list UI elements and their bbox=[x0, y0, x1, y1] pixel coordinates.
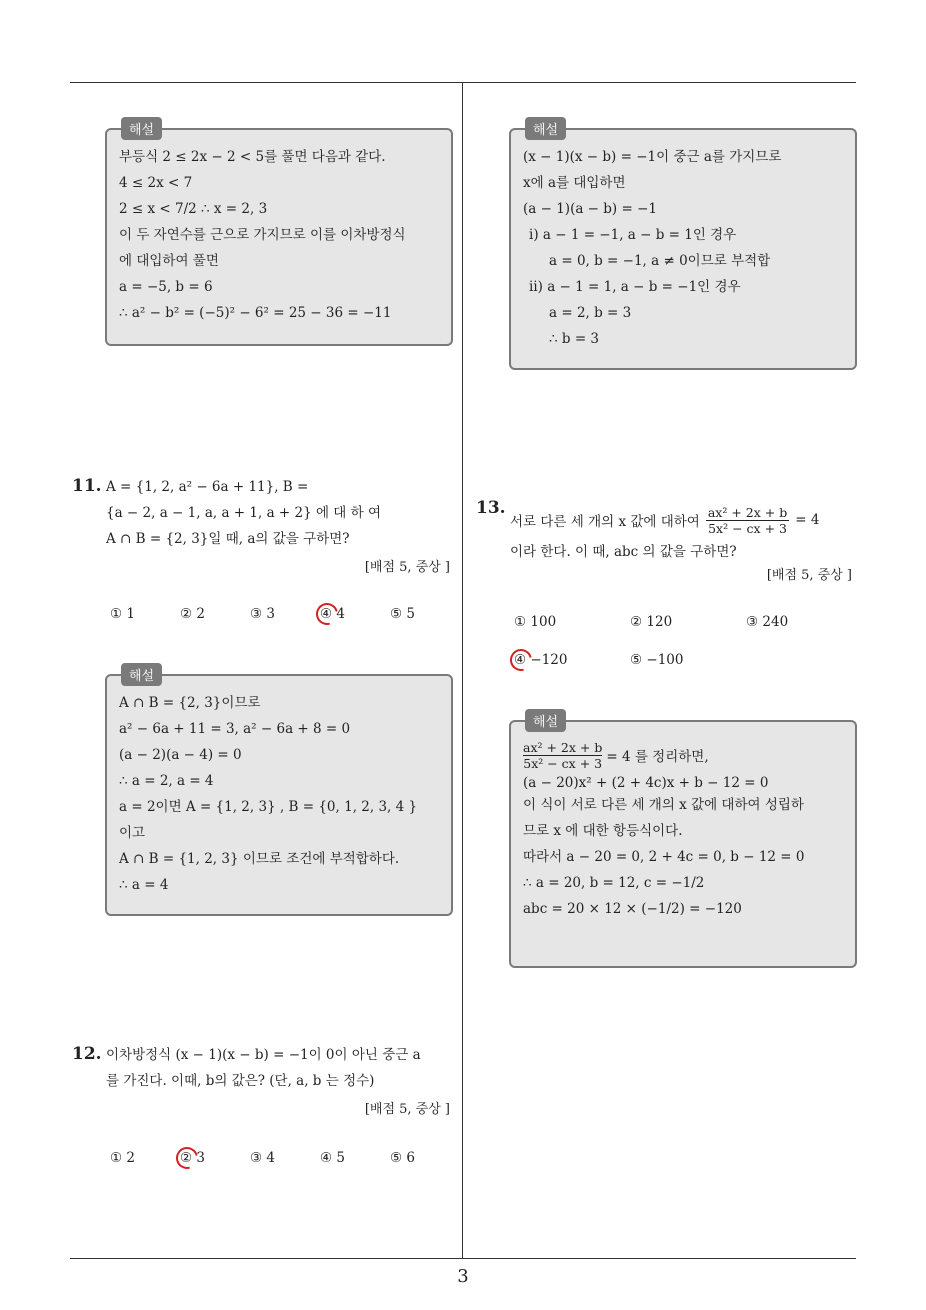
option-1[interactable]: ① 1 bbox=[110, 606, 135, 622]
solution-line: ∴ b = 3 bbox=[549, 331, 600, 347]
question-line: A = {1, 2, a² − 6a + 11}, B = bbox=[106, 479, 309, 495]
option-4[interactable]: ④ 5 bbox=[320, 1150, 345, 1166]
option-2[interactable]: ② 3 bbox=[180, 1150, 205, 1166]
question-line: 이라 한다. 이 때, abc 의 값을 구하면? bbox=[510, 544, 737, 560]
column-divider bbox=[462, 83, 463, 1258]
answer-circle-mark bbox=[312, 599, 342, 629]
solution-line: a = −5, b = 6 bbox=[119, 279, 213, 295]
solution-line: 이 두 자연수를 근으로 가지므로 이를 이차방정식 bbox=[119, 227, 406, 243]
solution-box-q11 bbox=[105, 669, 453, 916]
answer-circle-mark bbox=[172, 1143, 202, 1173]
solution-line: ∴ a² − b² = (−5)² − 6² = 25 − 36 = −11 bbox=[119, 305, 392, 321]
solution-line: A ∩ B = {1, 2, 3} 이므로 조건에 부적합하다. bbox=[119, 851, 400, 867]
question-line: 이차방정식 (x − 1)(x − b) = −1이 0이 아닌 중근 a bbox=[106, 1047, 421, 1063]
solution-line: 이고 bbox=[119, 825, 146, 841]
question-line: {a − 2, a − 1, a, a + 1, a + 2} 에 대 하 여 bbox=[106, 505, 382, 521]
solution-line: a = 2이면 A = {1, 2, 3} , B = {0, 1, 2, 3, 4 } bbox=[119, 799, 418, 815]
solution-line: (x − 1)(x − b) = −1이 중근 a를 가지므로 bbox=[523, 149, 782, 165]
answer-circle-mark bbox=[506, 645, 536, 675]
fraction-denominator: 5x² − cx + 3 bbox=[708, 520, 787, 536]
solution-line: ∴ a = 20, b = 12, c = −1/2 bbox=[523, 875, 705, 891]
solution-line: 2 ≤ x < 7/2 ∴ x = 2, 3 bbox=[119, 201, 268, 217]
solution-tag: 해설 bbox=[121, 663, 162, 686]
question-text-12 bbox=[106, 1042, 456, 1094]
option-2[interactable]: ② 2 bbox=[180, 606, 205, 622]
solution-line: (a − 2)(a − 4) = 0 bbox=[119, 747, 242, 763]
solution-line: a = 2, b = 3 bbox=[549, 305, 632, 321]
option-2[interactable]: ② 120 bbox=[630, 614, 673, 630]
solution-line: a² − 6a + 11 = 3, a² − 6a + 8 = 0 bbox=[119, 721, 351, 737]
solution-line: x에 a를 대입하면 bbox=[523, 175, 626, 191]
option-3[interactable]: ③ 3 bbox=[250, 606, 275, 622]
page-number: 3 bbox=[457, 1266, 469, 1287]
option-3[interactable]: ③ 4 bbox=[250, 1150, 275, 1166]
bottom-rule bbox=[70, 1258, 856, 1259]
solution-line: 므로 x 에 대한 항등식이다. bbox=[523, 823, 683, 839]
solution-line: A ∩ B = {2, 3}이므로 bbox=[119, 695, 261, 711]
option-3[interactable]: ③ 240 bbox=[746, 614, 789, 630]
solution-line: a = 0, b = −1, a ≠ 0이므로 부적합 bbox=[549, 253, 771, 269]
question-meta-11: [배점 5, 중상 ] bbox=[364, 560, 450, 575]
solution-line: 4 ≤ 2x < 7 bbox=[119, 175, 193, 191]
solution-tag: 해설 bbox=[525, 709, 566, 732]
solution-line: 부등식 2 ≤ 2x − 2 < 5를 풀면 다음과 같다. bbox=[119, 149, 386, 165]
fraction-numerator: ax² + 2x + b bbox=[707, 504, 788, 520]
fraction bbox=[706, 505, 789, 536]
question-text-13 bbox=[510, 498, 860, 562]
question-meta-13: [배점 5, 중상 ] bbox=[766, 568, 852, 583]
option-5[interactable]: ⑤ 6 bbox=[390, 1150, 415, 1166]
option-1[interactable]: ① 100 bbox=[514, 614, 557, 630]
option-4[interactable]: ④ 4 bbox=[320, 606, 345, 622]
solution-line: 따라서 a − 20 = 0, 2 + 4c = 0, b − 12 = 0 bbox=[523, 849, 805, 865]
question-meta-12: [배점 5, 중상 ] bbox=[364, 1102, 450, 1117]
solution-line: ∴ a = 4 bbox=[119, 877, 169, 893]
option-4[interactable]: ④ −120 bbox=[514, 652, 568, 668]
question-line: 를 가진다. 이때, b의 값은? (단, a, b 는 정수) bbox=[106, 1073, 375, 1089]
option-5[interactable]: ⑤ 5 bbox=[390, 606, 415, 622]
solution-box-q10 bbox=[105, 123, 453, 346]
question-line: 서로 다른 세 개의 x 값에 대하여 bbox=[510, 514, 700, 530]
option-5[interactable]: ⑤ −100 bbox=[630, 652, 684, 668]
solution-box-q12-prev bbox=[509, 123, 857, 370]
question-number-11: 11. bbox=[72, 476, 102, 496]
solution-line: (a − 1)(a − b) = −1 bbox=[523, 201, 657, 217]
fraction-numerator: ax² + 2x + b bbox=[523, 739, 603, 755]
solution-line: ∴ a = 2, a = 4 bbox=[119, 773, 214, 789]
solution-line: (a − 20)x² + (2 + 4c)x + b − 12 = 0 bbox=[523, 775, 769, 791]
solution-line: abc = 20 × 12 × (−1/2) = −120 bbox=[523, 901, 742, 917]
question-number-13: 13. bbox=[476, 498, 506, 518]
solution-line: 이 식이 서로 다른 세 개의 x 값에 대하여 성립하 bbox=[523, 797, 804, 813]
solution-box-q13 bbox=[509, 715, 857, 968]
solution-line: ⅰ) a − 1 = −1, a − b = 1인 경우 bbox=[529, 227, 737, 243]
option-1[interactable]: ① 2 bbox=[110, 1150, 135, 1166]
fraction bbox=[523, 740, 602, 771]
top-rule bbox=[70, 82, 856, 83]
solution-line: ⅱ) a − 1 = 1, a − b = −1인 경우 bbox=[529, 279, 741, 295]
question-text-11 bbox=[106, 474, 456, 552]
solution-line: = 4 를 정리하면, bbox=[606, 749, 709, 765]
fraction-denominator: 5x² − cx + 3 bbox=[523, 755, 603, 771]
question-line: A ∩ B = {2, 3}일 때, a의 값을 구하면? bbox=[106, 531, 350, 547]
solution-tag: 해설 bbox=[525, 117, 566, 140]
solution-tag: 해설 bbox=[121, 117, 162, 140]
question-line: = 4 bbox=[795, 512, 820, 528]
question-number-12: 12. bbox=[72, 1044, 102, 1064]
solution-line: 에 대입하여 풀면 bbox=[119, 253, 219, 269]
